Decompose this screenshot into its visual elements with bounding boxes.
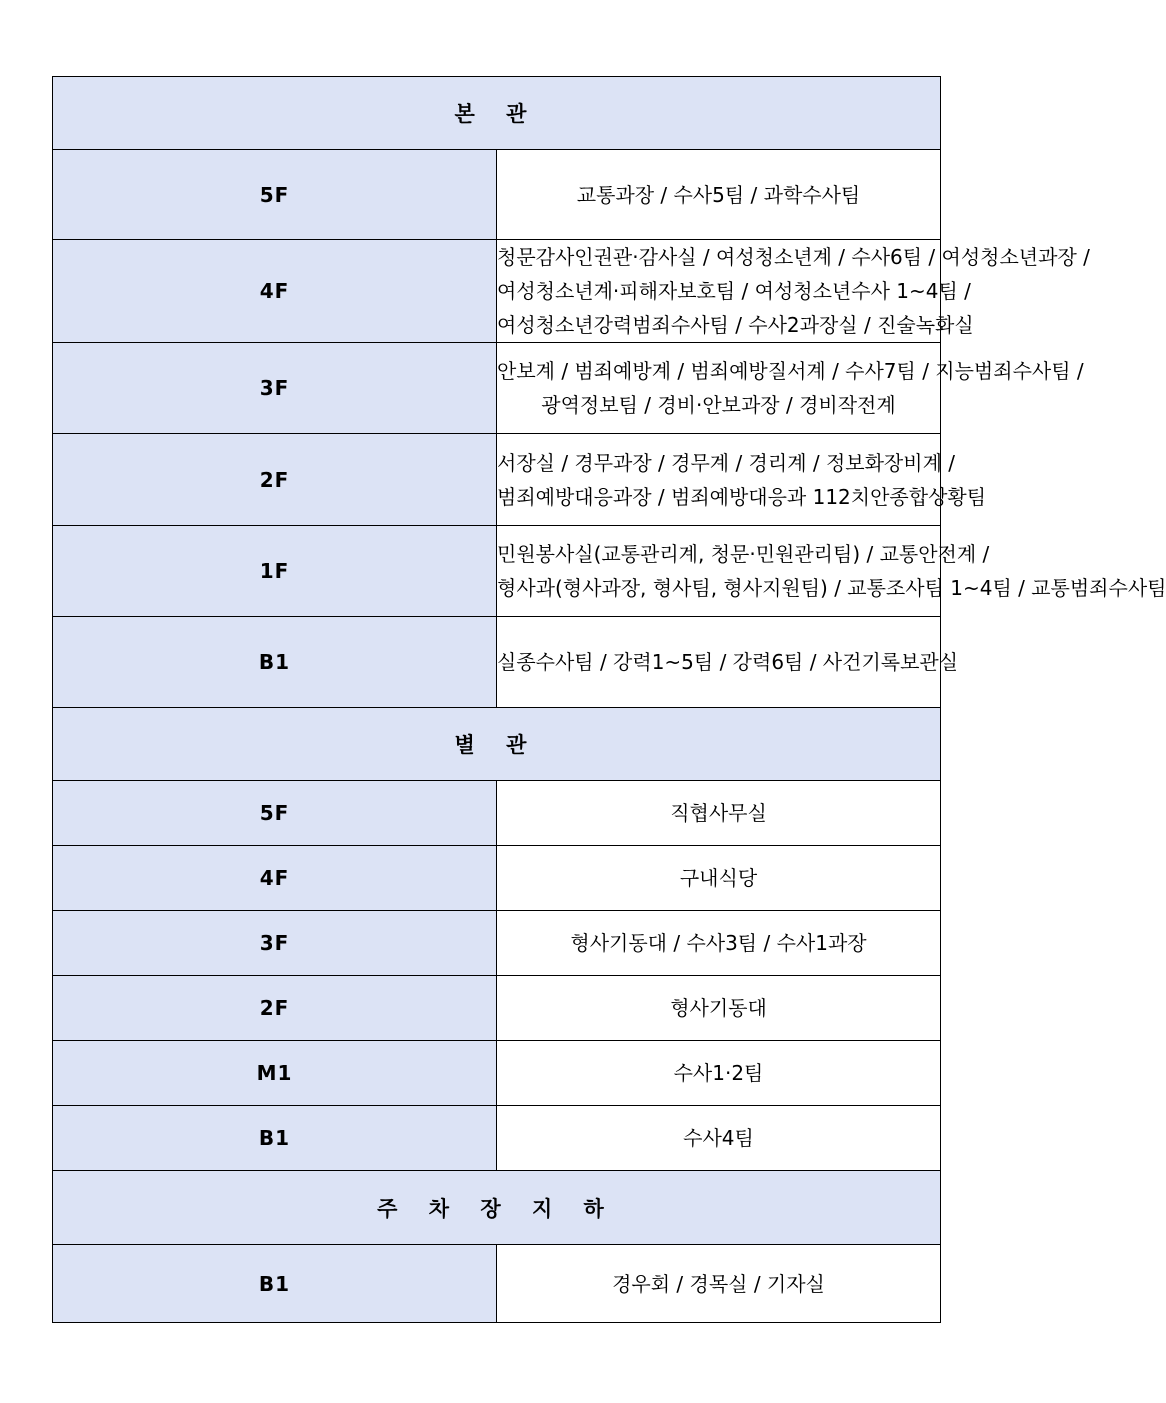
floor-label: 4F	[53, 846, 497, 911]
department-list	[497, 1041, 941, 1106]
department-line: 교통과장 / 수사5팀 / 과학수사팀	[576, 182, 861, 207]
floor-row	[53, 240, 941, 343]
department-line: 광역정보팀 / 경비·안보과장 / 경비작전계	[541, 393, 896, 417]
department-line: 직협사무실	[670, 801, 767, 825]
floor-row	[53, 846, 941, 911]
department-line: 구내식당	[679, 866, 758, 890]
department-list	[497, 526, 1166, 617]
department-list	[497, 1245, 941, 1323]
section-title: 주 차 장 지 하	[53, 1171, 941, 1245]
department-list	[497, 240, 1090, 343]
department-line: 경우회 / 경목실 / 기자실	[612, 1271, 825, 1296]
section-header-row	[53, 708, 941, 781]
floor-row	[53, 150, 941, 240]
floor-directory-body	[53, 77, 1166, 1323]
floor-label: B1	[53, 617, 497, 708]
department-line: 형사기동대	[670, 996, 767, 1020]
floor-label: B1	[53, 1106, 497, 1171]
floor-label: B1	[53, 1245, 497, 1323]
department-line: 수사4팀	[683, 1126, 754, 1150]
section-header-row	[53, 77, 941, 150]
floor-label: 3F	[53, 343, 497, 434]
department-list	[497, 781, 941, 846]
department-line: 형사과(형사과장, 형사팀, 형사지원팀) / 교통조사팀 1~4팀 / 교통범죄수사팀	[497, 576, 1166, 600]
section-title: 별 관	[53, 708, 941, 781]
section-header-row	[53, 1171, 941, 1245]
department-list	[497, 846, 941, 911]
floor-label: 3F	[53, 911, 497, 976]
floor-row	[53, 617, 941, 708]
floor-label: M1	[53, 1041, 497, 1106]
department-line: 수사1·2팀	[673, 1061, 764, 1085]
department-line: 여성청소년강력범죄수사팀 / 수사2과장실 / 진술녹화실	[497, 313, 974, 337]
department-line: 청문감사인권관·감사실 / 여성청소년계 / 수사6팀 / 여성청소년과장 /	[497, 245, 1090, 269]
department-line: 범죄예방대응과장 / 범죄예방대응과 112치안종합상황팀	[497, 484, 987, 509]
department-list	[497, 1106, 941, 1171]
floor-row	[53, 1245, 941, 1323]
floor-label: 2F	[53, 976, 497, 1041]
department-line: 민원봉사실(교통관리계, 청문·민원관리팀) / 교통안전계 /	[497, 542, 990, 566]
floor-label: 1F	[53, 526, 497, 617]
department-list	[497, 343, 1084, 434]
section-title: 본 관	[53, 77, 941, 150]
floor-row	[53, 976, 941, 1041]
department-line: 서장실 / 경무과장 / 경무계 / 경리계 / 정보화장비계 /	[497, 450, 955, 475]
department-line: 형사기동대 / 수사3팀 / 수사1과장	[570, 931, 867, 955]
floor-directory-table	[52, 76, 1166, 1323]
department-list	[497, 434, 987, 526]
floor-row	[53, 1106, 941, 1171]
floor-row	[53, 911, 941, 976]
department-list	[497, 911, 941, 976]
department-line: 안보계 / 범죄예방계 / 범죄예방질서계 / 수사7팀 / 지능범죄수사팀 /	[497, 359, 1084, 383]
department-list	[497, 617, 959, 708]
floor-row	[53, 434, 941, 526]
floor-label: 2F	[53, 434, 497, 526]
department-line: 여성청소년계·피해자보호팀 / 여성청소년수사 1~4팀 /	[497, 279, 971, 303]
department-line: 실종수사팀 / 강력1~5팀 / 강력6팀 / 사건기록보관실	[497, 650, 959, 674]
floor-label: 5F	[53, 150, 497, 240]
department-list	[497, 150, 941, 240]
floor-label: 4F	[53, 240, 497, 343]
floor-row	[53, 781, 941, 846]
department-list	[497, 976, 941, 1041]
floor-label: 5F	[53, 781, 497, 846]
floor-row	[53, 526, 941, 617]
floor-row	[53, 1041, 941, 1106]
floor-row	[53, 343, 941, 434]
